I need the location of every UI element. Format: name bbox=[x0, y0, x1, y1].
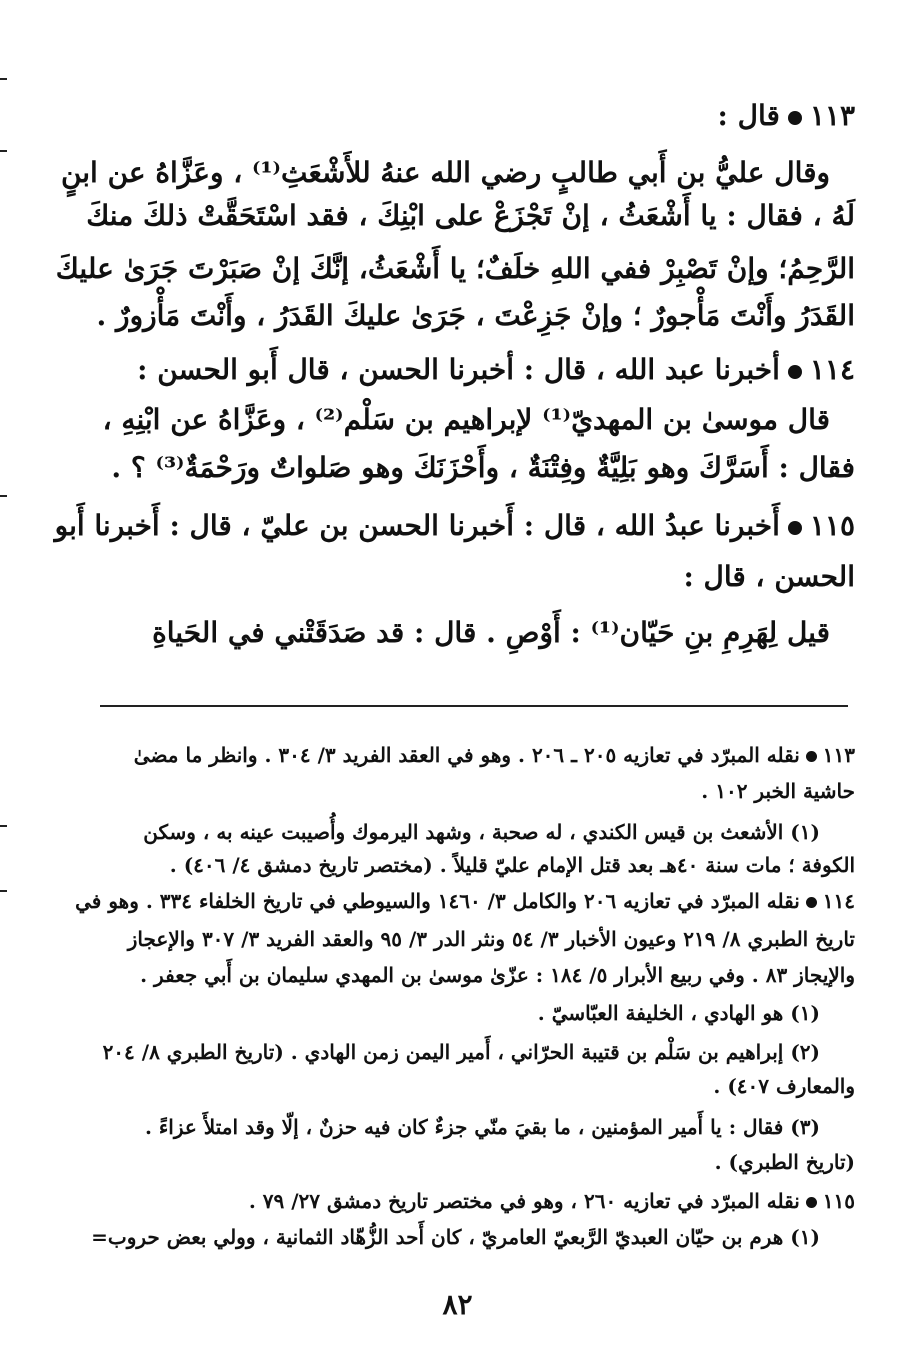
bullet-icon bbox=[806, 1197, 817, 1208]
body-line: فقال : أَسَرَّكَ وهو بَلِيَّةٌ وفِتْنَةٌ ، وأَحْزَنَكَ وهو صَلواتٌ ورَحْمَةٌ⁽³⁾ ؟ . bbox=[111, 451, 855, 484]
entry-text: قال : bbox=[717, 99, 780, 132]
entry-114-heading bbox=[100, 350, 855, 390]
footnote-line: (١) الأشعث بن قيس الكندي ، له صحبة ، وشهد اليرموك وأُصيبت عينه به ، وسكن bbox=[143, 820, 820, 844]
margin-tick bbox=[0, 495, 7, 497]
entry-text: أَخبرنا عبدُ الله ، قال : أَخبرنا الحسن بن عليّ ، قال : أَخبرنا أَبو bbox=[54, 509, 780, 542]
footnote-number: ١١٥ bbox=[822, 1189, 855, 1213]
entry-115-heading bbox=[54, 506, 855, 546]
entry-text: أخبرنا عبد الله ، قال : أخبرنا الحسن ، قال أَبو الحسن : bbox=[137, 353, 780, 386]
body-line: الحسن ، قال : bbox=[683, 560, 855, 593]
footnote-number: ١١٤ bbox=[822, 889, 855, 913]
footnote-115 bbox=[95, 1186, 855, 1216]
entry-number: ١١٣ bbox=[809, 99, 855, 132]
margin-tick bbox=[0, 890, 7, 892]
body-line: الرَّحِمُ؛ وإنْ تَصْبِرْ ففي اللهِ خلَفٌ؛ يا أَشْعَثُ، إنَّكَ إنْ صَبَرْتَ جَرَىٰ عليكَ bbox=[55, 252, 855, 285]
footnote-divider bbox=[100, 705, 848, 707]
page-number: ٨٢ bbox=[442, 1288, 473, 1321]
body-line: لَهُ ، فقال : يا أَشْعَثُ ، إنْ تَجْزَعْ على ابْنِكَ ، فقد اسْتَحَقَّتْ ذلكَ منكَ bbox=[86, 199, 855, 232]
bullet-icon bbox=[788, 521, 802, 535]
body-line: وقال عليُّ بن أَبي طالبٍ رضي الله عنهُ للأَشْعَثِ⁽¹⁾ ، وعَزَّاهُ عن ابنٍ bbox=[60, 156, 830, 189]
footnote-line: والمعارف ٤٠٧) . bbox=[713, 1074, 855, 1098]
footnote-line: (تاريخ الطبري) . bbox=[714, 1150, 855, 1174]
margin-tick bbox=[0, 825, 7, 827]
footnote-line: تاريخ الطبري ٨/ ٢١٩ وعيون الأخبار ٣/ ٥٤ ونثر الدر ٣/ ٩٥ والعقد الفريد ٣/ ٣٠٧ والإعجاز bbox=[127, 927, 855, 951]
margin-tick bbox=[0, 150, 7, 152]
entry-113-heading bbox=[100, 96, 855, 136]
bullet-icon bbox=[806, 897, 817, 908]
footnote-line: والإيجاز ٨٣ . وفي ربيع الأبرار ٥/ ١٨٤ : عزّىٰ موسىٰ بن المهدي سليمان بن أَبي جعفر . bbox=[140, 963, 855, 987]
body-line: قيل لِهَرِمِ بنِ حَيّان⁽¹⁾ : أَوْصِ . قال : قد صَدَقَتْني في الحَياةِ bbox=[152, 616, 830, 649]
footnote-line: حاشية الخبر ١٠٢ . bbox=[701, 779, 855, 803]
entry-number: ١١٥ bbox=[809, 509, 855, 542]
footnote-text: نقله المبرّد في تعازيه ٢٠٥ ـ ٢٠٦ . وهو في العقد الفريد ٣/ ٣٠٤ . وانظر ما مضىٰ bbox=[133, 743, 800, 767]
bullet-icon bbox=[788, 365, 802, 379]
body-line: القَدَرُ وأَنْتَ مَأْجورٌ ؛ وإنْ جَزِعْتَ ، جَرَىٰ عليكَ القَدَرُ ، وأَنْتَ مَأْزورٌ . bbox=[96, 299, 855, 332]
bullet-icon bbox=[806, 751, 817, 762]
footnote-line: (١) هو الهادي ، الخليفة العبّاسيّ . bbox=[537, 1001, 820, 1025]
footnote-text: نقله المبرّد في تعازيه ٢٠٦ والكامل ٣/ ١٤٦٠ والسيوطي في تاريخ الخلفاء ٣٣٤ . وهو في bbox=[75, 889, 800, 913]
footnote-text: نقله المبرّد في تعازيه ٢٦٠ ، وهو في مختصر تاريخ دمشق ٢٧/ ٧٩ . bbox=[248, 1189, 800, 1213]
footnote-line: (١) هرم بن حيّان العبديّ الرَّبعيّ العامريّ ، كان أَحد الزُّهّاد الثمانية ، وولي بعض حروب= bbox=[91, 1225, 820, 1249]
footnote-113 bbox=[95, 740, 855, 770]
footnote-number: ١١٣ bbox=[822, 743, 855, 767]
footnote-114 bbox=[75, 886, 855, 916]
footnote-line: (٣) فقال : يا أَمير المؤمنين ، ما بقيَ منّي جزءٌ كان فيه حزنٌ ، إلّا وقد امتلأَ عزاءً . bbox=[144, 1115, 820, 1139]
body-line: قال موسىٰ بن المهديّ⁽¹⁾ لإبراهيم بن سَلْم⁽²⁾ ، وعَزَّاهُ عن ابْنِهِ ، bbox=[102, 403, 830, 436]
footnote-line: الكوفة ؛ مات سنة ٤٠هـ بعد قتل الإمام عليّ قليلاً . (مختصر تاريخ دمشق ٤/ ٤٠٦) . bbox=[169, 853, 855, 877]
margin-tick bbox=[0, 78, 7, 80]
bullet-icon bbox=[788, 111, 802, 125]
entry-number: ١١٤ bbox=[809, 353, 855, 386]
footnote-line: (٢) إبراهيم بن سَلْم بن قتيبة الحرّاني ، أَمير اليمن زمن الهادي . (تاريخ الطبري ٨/ ٢٠٤ bbox=[102, 1040, 820, 1064]
